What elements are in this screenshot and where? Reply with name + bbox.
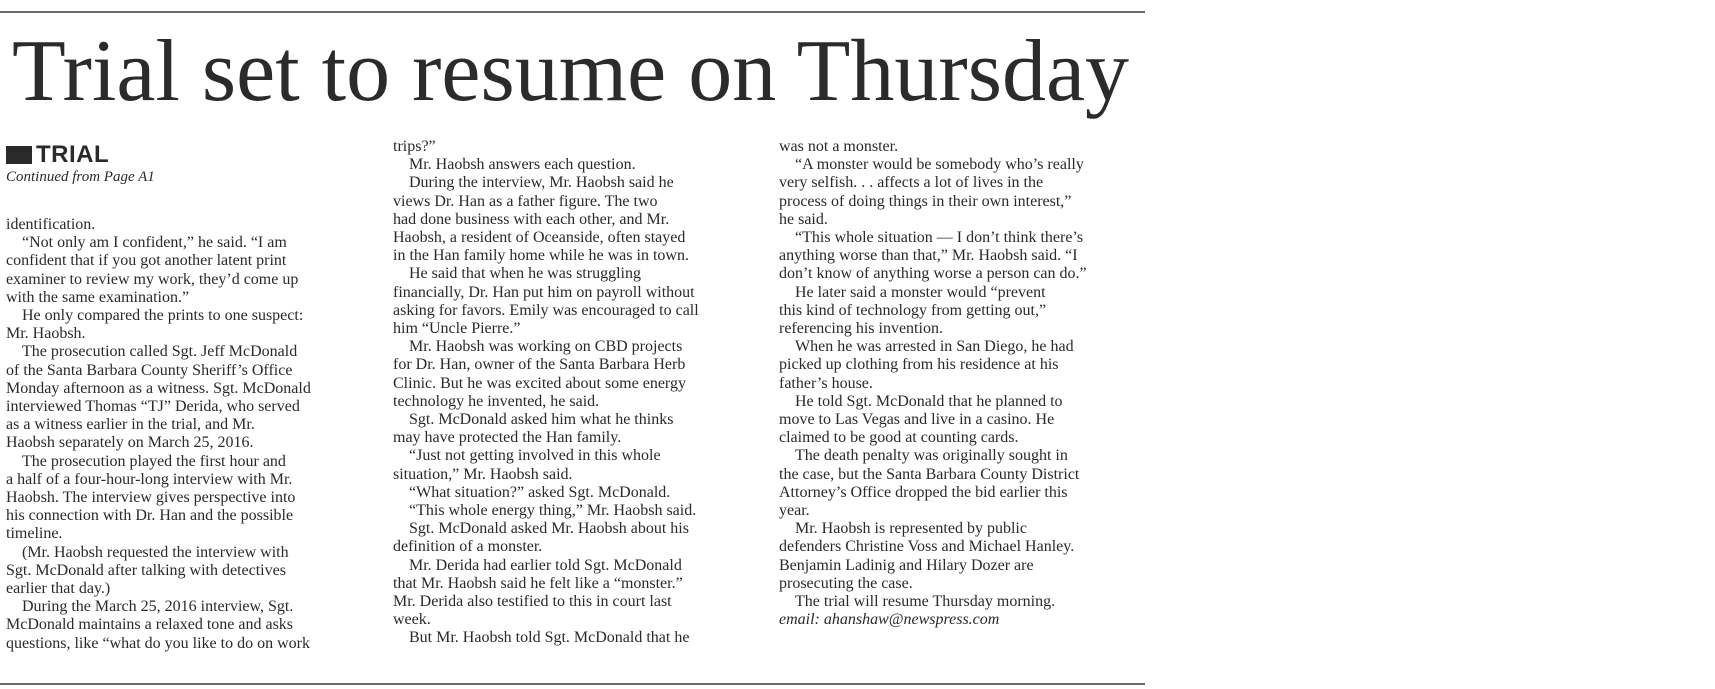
article-line: Mr. Haobsh. <box>6 325 86 343</box>
article-line: don’t know of anything worse a person can do.” <box>779 265 1087 283</box>
article-line: confident that if you got another latent print <box>6 252 287 270</box>
article-line: (Mr. Haobsh requested the interview with <box>22 543 289 561</box>
article-column-2 <box>393 138 773 648</box>
article-line: Sgt. McDonald asked Mr. Haobsh about his <box>409 520 689 538</box>
kicker-block-icon <box>6 146 32 164</box>
article-line: was not a monster. <box>779 138 899 155</box>
article-line: earlier that day.) <box>6 580 111 598</box>
article-line: father’s house. <box>779 374 873 392</box>
article-line: move to Las Vegas and live in a casino. He <box>779 411 1055 429</box>
article-line: this kind of technology from getting out,” <box>779 301 1047 319</box>
article-line: Sgt. McDonald asked him what he thinks <box>409 411 674 429</box>
article-line: “What situation?” asked Sgt. McDonald. <box>409 483 671 501</box>
article-line: had done business with each other, and Mr. <box>393 210 670 228</box>
article-line: referencing his invention. <box>779 320 943 338</box>
article-line: anything worse than that,” Mr. Haobsh said. “I <box>779 247 1078 265</box>
article-line: Haobsh separately on March 25, 2016. <box>6 434 254 452</box>
article-line: Mr. Derida had earlier told Sgt. McDonald <box>409 556 682 574</box>
article-line: Sgt. McDonald after talking with detectives <box>6 561 286 579</box>
article-line: Mr. Derida also testified to this in court last <box>393 593 672 611</box>
article-line: claimed to be good at counting cards. <box>779 429 1019 447</box>
article-line: timeline. <box>6 525 63 543</box>
article-line: questions, like “what do you like to do on work <box>6 634 310 652</box>
article-line: situation,” Mr. Haobsh said. <box>393 465 573 483</box>
article-line: definition of a monster. <box>393 538 543 556</box>
article-line: Monday afternoon as a witness. Sgt. McDonald <box>6 379 311 397</box>
article-line: Haobsh, a resident of Oceanside, often stayed <box>393 229 686 247</box>
article-line: for Dr. Han, owner of the Santa Barbara Herb <box>393 356 686 374</box>
article-line: asking for favors. Emily was encouraged to call <box>393 301 699 319</box>
bottom-rule <box>0 683 1145 685</box>
column-1-text <box>6 216 386 653</box>
article-line: financially, Dr. Han put him on payroll without <box>393 283 695 301</box>
article-line: his connection with Dr. Han and the possible <box>6 507 294 525</box>
article-line: The prosecution played the first hour and <box>22 452 286 470</box>
article-line: trips?” <box>393 138 436 155</box>
article-line: “Just not getting involved in this whole <box>409 447 661 465</box>
article-line: him “Uncle Pierre.” <box>393 320 521 338</box>
article-line: “Not only am I confident,” he said. “I am <box>22 234 287 252</box>
article-line: During the March 25, 2016 interview, Sgt. <box>22 598 294 616</box>
article-line: When he was arrested in San Diego, he had <box>795 338 1074 356</box>
article-line: in the Han family home while he was in town. <box>393 247 689 265</box>
article-line: technology he invented, he said. <box>393 392 600 410</box>
article-line: process of doing things in their own interest,” <box>779 192 1072 210</box>
article-line: defenders Christine Voss and Michael Hanley. <box>779 538 1075 556</box>
article-line: He told Sgt. McDonald that he planned to <box>795 392 1063 410</box>
article-line: he said. <box>779 210 828 228</box>
article-line: He only compared the prints to one suspect: <box>22 307 304 325</box>
section-kicker <box>6 142 386 168</box>
article-line: “A monster would be somebody who’s really <box>795 156 1084 174</box>
article-line: prosecuting the case. <box>779 574 913 592</box>
article-line: the case, but the Santa Barbara County District <box>779 465 1080 483</box>
article-line: a half of a four-hour-long interview with Mr. <box>6 470 293 488</box>
article-line: views Dr. Han as a father figure. The two <box>393 192 658 210</box>
article-line: interviewed Thomas “TJ” Derida, who served <box>6 398 300 416</box>
article-line: may have protected the Han family. <box>393 429 622 447</box>
article-line: of the Santa Barbara County Sheriff’s Office <box>6 361 293 379</box>
article-line: But Mr. Haobsh told Sgt. McDonald that he <box>409 629 690 647</box>
top-rule <box>0 11 1145 13</box>
article-line: He said that when he was struggling <box>409 265 641 283</box>
article-line: The prosecution called Sgt. Jeff McDonald <box>22 343 298 361</box>
article-line: very selfish. . . affects a lot of lives in the <box>779 174 1044 192</box>
article-line: Haobsh. The interview gives perspective into <box>6 489 296 507</box>
article-line: Attorney’s Office dropped the bid earlier this <box>779 483 1068 501</box>
article-line: Mr. Haobsh was working on CBD projects <box>409 338 683 356</box>
article-line: Mr. Haobsh is represented by public <box>795 520 1027 538</box>
article-line: “This whole energy thing,” Mr. Haobsh said. <box>409 502 697 520</box>
continued-from-label: Continued from Page A1 <box>6 169 155 185</box>
article-line: as a witness earlier in the trial, and Mr. <box>6 416 255 434</box>
article-line: During the interview, Mr. Haobsh said he <box>409 174 674 192</box>
headline: Trial set to resume on Thursday <box>12 23 1130 120</box>
article-line: examiner to review my work, they’d come up <box>6 270 299 288</box>
article-line: He later said a monster would “prevent <box>795 283 1046 301</box>
article-line: Clinic. But he was excited about some energy <box>393 374 686 392</box>
article-line: The trial will resume Thursday morning. <box>795 593 1056 611</box>
column-2-text <box>393 138 773 648</box>
article-line: with the same examination.” <box>6 288 190 306</box>
kicker-label: TRIAL <box>36 140 110 168</box>
article-line: The death penalty was originally sought in <box>795 447 1068 465</box>
article-column-1 <box>6 142 386 653</box>
article-column-3 <box>779 138 1159 629</box>
author-email: email: ahanshaw@newspress.com <box>779 611 1000 629</box>
article-line: Benjamin Ladinig and Hilary Dozer are <box>779 556 1034 574</box>
column-3-text <box>779 138 1159 611</box>
article-line: McDonald maintains a relaxed tone and asks <box>6 616 294 634</box>
article-line: year. <box>779 502 810 520</box>
article-line: week. <box>393 611 431 629</box>
article-line: that Mr. Haobsh said he felt like a “monster.” <box>393 574 683 592</box>
article-line: “This whole situation — I don’t think there’s <box>795 229 1084 247</box>
article-line: identification. <box>6 216 96 233</box>
article-line: Mr. Haobsh answers each question. <box>409 156 636 174</box>
article-line: picked up clothing from his residence at his <box>779 356 1059 374</box>
